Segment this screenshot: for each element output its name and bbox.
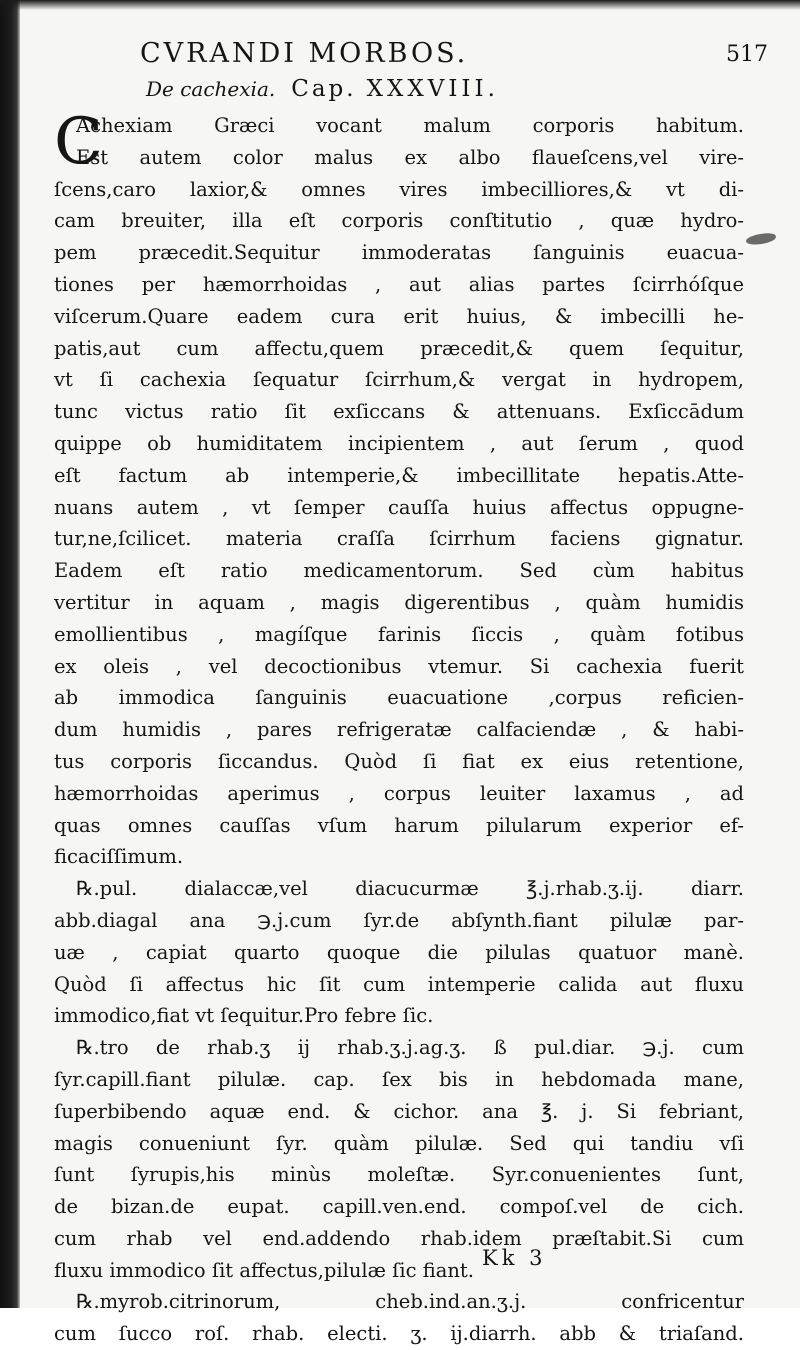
chapter-heading [146,76,666,112]
text-line: cum rhab vel end.addendo rhab.idem præſtabit.Si cum [54,1226,744,1250]
page-header [140,38,780,78]
text-line: ex oleis , vel decoctionibus vtemur. Si cachexia fuerit [54,654,744,678]
text-line: ſuperbibendo aquæ end. & cichor. ana ℥. j. Si febriant, [54,1099,744,1123]
text-line: ab immodica ſanguinis euacuatione ,corpus reficien- [54,686,744,710]
text-line: Est autem color malus ex albo flaueſcens,vel vire- [76,145,744,169]
text-line: Achexiam Græci vocant malum corporis habitum. [76,114,744,137]
text-line: ℞.pul. dialaccæ,vel diacucurmæ ℥.j.rhab.ʒ.ij. diarr. [76,877,744,901]
text-line: tunc victus ratio ſit exſiccans & attenuans. Exſiccādum [54,400,744,424]
text-line: abb.diagal ana ℈.j.cum ſyr.de abſynth.fiant pilulæ par- [54,908,744,932]
text-line: ℞.myrob.citrinorum, cheb.ind.an.ʒ.j. confricentur [76,1290,744,1314]
text-line: vt ſi cachexia ſequatur ſcirrhum,& vergat in hydropem, [54,368,744,392]
text-line: patis,aut cum affectu,quem præcedit,& quem ſequitur, [54,336,744,360]
text-line: ſcens,caro laxior,& omnes vires imbecilliores,& vt di- [54,177,744,201]
text-line: nuans autem , vt ſemper cauſſa huius affectus oppugne- [54,495,744,519]
text-line: immodico,fiat vt ſequitur.Pro febre ſic. [54,1004,434,1028]
text-line: eſt factum ab intemperie,& imbecillitate hepatis.Atte- [54,463,744,487]
page-top-edge-shadow [0,0,800,10]
text-line: cum ſucco roſ. rhab. electi. ʒ. ij.diarrh. abb & triaſand. [54,1322,744,1346]
text-line: cam breuiter, illa eſt corporis conſtitutio , quæ hydro- [54,209,744,233]
text-line: ficaciſſimum. [54,845,184,869]
text-line: ℞.tro de rhab.ʒ ij rhab.ʒ.j.ag.ʒ. ß pul.diar. ℈.j. cum [76,1036,744,1060]
chapter-number: XXXVIII. [366,76,499,102]
ink-stain [745,232,776,246]
chapter-cap-label: Cap. [291,76,357,102]
drop-capital: C [54,105,103,179]
text-line: fluxu immodico ſit affectus,pilulæ ſic fiant. [54,1258,474,1282]
text-line: dum humidis , pares refrigeratæ calfaciendæ , & habi- [54,718,744,742]
text-line: viſcerum.Quare eadem cura erit huius, & imbecilli he- [54,304,744,328]
text-line: ſyr.capill.fiant pilulæ. cap. ſex bis in hebdomada mane, [54,1067,744,1091]
text-line: Quòd ſi affectus hic ſit cum intemperie calida aut fluxu [54,972,744,996]
text-line: tiones per hæmorrhoidas , aut alias partes ſcirrhóſque [54,272,744,296]
text-line: uæ , capiat quarto quoque die pilulas quatuor manè. [54,940,744,964]
signature-mark: Kk 3 [482,1246,547,1270]
running-title: CVRANDI MORBOS. [140,38,469,69]
text-line: emollientibus , magíſque farinis ſiccis , quàm fotibus [54,622,744,646]
book-spine-shadow [0,0,20,1308]
text-line: Eadem eſt ratio medicamentorum. Sed cùm habitus [54,559,744,583]
text-line: tus corporis ſiccandus. Quòd ſi fiat ex eius retentione, [54,749,744,773]
text-line: ſunt ſyrupis,his minùs moleſtæ. Syr.conuenientes ſunt, [54,1163,744,1187]
body-text [54,105,744,1350]
text-line: quas omnes cauſſas vſum harum pilularum experior ef- [54,813,744,837]
text-line: pem præcedit.Sequitur immoderatas ſanguinis euacua- [54,241,744,265]
text-line: magis conueniunt ſyr. quàm pilulæ. Sed qui tandiu vſi [54,1131,744,1155]
chapter-subject: De cachexia. [146,77,276,101]
text-line: vertitur in aquam , magis digerentibus , quàm humidis [54,590,744,614]
page-number: 517 [726,42,768,67]
text-line: quippe ob humiditatem incipientem , aut ſerum , quod [54,431,744,455]
text-line: de bizan.de eupat. capill.ven.end. compoſ.vel de cich. [54,1195,744,1219]
text-line: hæmorrhoidas aperimus , corpus leuiter laxamus , ad [54,781,744,805]
text-line: tur,ne,ſcilicet. materia craſſa ſcirrhum faciens gignatur. [54,527,744,551]
